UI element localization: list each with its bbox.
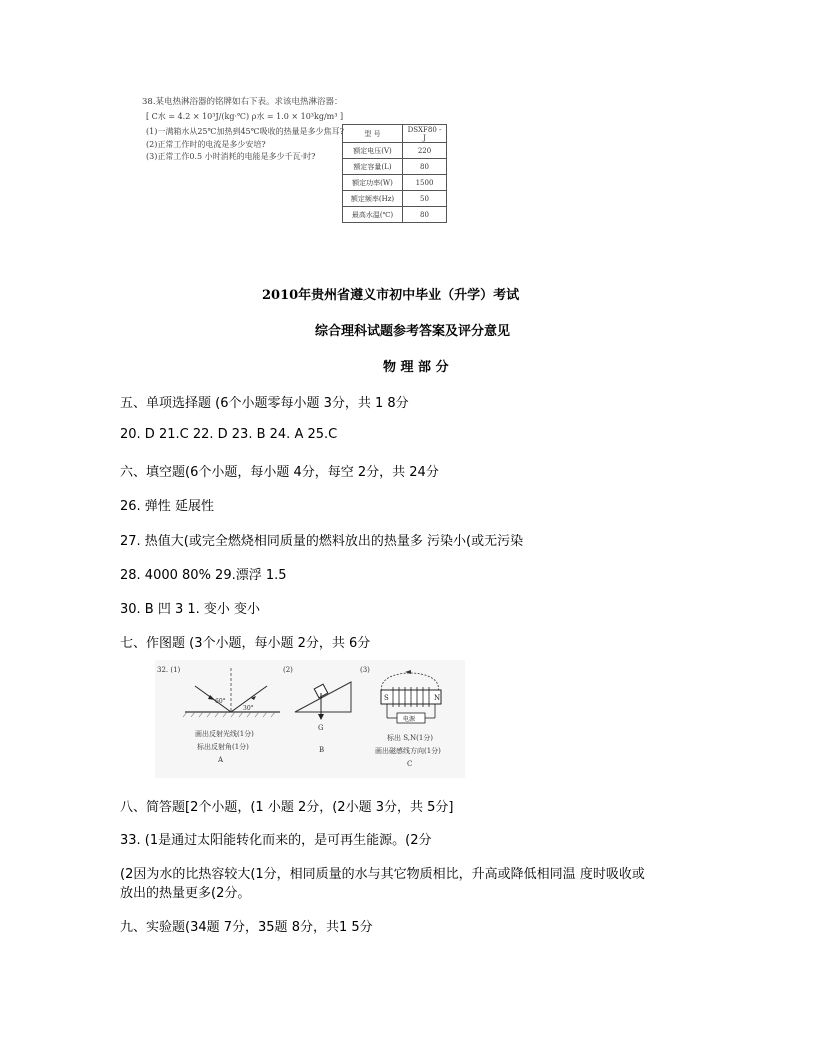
q38-sub3: (3)正常工作0.5 小时消耗的电能是多少千瓦·时? — [146, 152, 316, 161]
figure-note: 标出反射角(1分) — [197, 743, 249, 751]
spec-label: 型 号 — [343, 125, 403, 143]
figure-note: 画出磁感线方向(1分) — [375, 747, 441, 755]
document-subtitle: 综合理科试题参考答案及评分意见 — [315, 324, 511, 339]
figure-label: 32. (1) — [157, 666, 181, 674]
q38-constants: [ C水 = 4.2 × 10³J/(kg·℃) ρ水 = 1.0 × 10³kg/m³ ] — [146, 112, 344, 121]
power-source-label: 电源 — [403, 716, 416, 723]
spec-row — [343, 143, 447, 159]
figure-32 — [155, 660, 465, 778]
spec-row — [343, 191, 447, 207]
spec-table — [342, 124, 447, 223]
reflection-diagram — [183, 668, 280, 764]
q38-stem: 38.某电热淋浴器的铭牌如右下表。求该电热淋浴器： — [142, 97, 343, 107]
question-38-scan — [142, 92, 462, 232]
figure-tag: A — [218, 756, 224, 764]
angle-label: 60° — [215, 698, 226, 705]
q38-sub2: (2)正常工作时的电流是多少安培? — [146, 140, 266, 149]
spec-label: 最高水温(℃) — [343, 207, 403, 223]
figure-note: 标出 S,N(1分) — [387, 734, 434, 742]
q38-sub1: (1)一满箱水从25℃加热到45℃吸收的热量是多少焦耳? — [146, 127, 344, 136]
section-8-heading: 八、简答题[2个小题，(1 小题 2分，(2小题 3分，共 5分] — [120, 800, 454, 815]
answer-line: 30. B 凹 3 1. 变小 变小 — [120, 602, 261, 617]
spec-value: 1500 — [403, 175, 447, 191]
spec-label: 额定容量(L) — [343, 159, 403, 175]
spec-value: 50 — [403, 191, 447, 207]
spec-label: 额定电压(V) — [343, 143, 403, 159]
figure-label: (2) — [283, 666, 293, 674]
answer-line: 放出的热量更多(2分。 — [120, 886, 251, 901]
spec-value: 220 — [403, 143, 447, 159]
pole-label-south: S — [384, 694, 389, 702]
spec-value: DSXF80 - J — [403, 125, 447, 143]
section-9-heading: 九、实验题(34题 7分，35题 8分，共1 5分 — [120, 920, 373, 935]
answer-line: 27. 热值大(或完全燃烧相同质量的燃料放出的热量多 污染小(或无污染 — [120, 534, 524, 549]
document-title: 2010年贵州省遵义市初中毕业（升学）考试 — [262, 288, 520, 303]
gravity-label: G — [318, 724, 324, 732]
spec-label: 额定功率(W) — [343, 175, 403, 191]
spec-row — [343, 175, 447, 191]
spec-value: 80 — [403, 159, 447, 175]
figure-note: 画出反射光线(1分) — [195, 730, 254, 738]
spec-row — [343, 207, 447, 223]
pole-label-north: N — [434, 694, 441, 702]
answer-line: 20. D 21.C 22. D 23. B 24. A 25.C — [120, 427, 338, 442]
angle-label: 30° — [243, 705, 254, 712]
section-7-heading: 七、作图题 (3个小题，每小题 2分，共 6分 — [120, 636, 371, 651]
answer-line: 26. 弹性 延展性 — [120, 499, 214, 514]
figure-tag: B — [319, 746, 325, 754]
figure-label: (3) — [360, 666, 370, 674]
incline-diagram — [295, 682, 351, 754]
answer-line: 33. (1是通过太阳能转化而来的，是可再生能源。(2分 — [120, 833, 432, 848]
spec-row — [343, 125, 447, 143]
section-6-heading: 六、填空题(6个小题，每小题 4分，每空 2分，共 24分 — [120, 465, 439, 480]
spec-label: 额定频率(Hz) — [343, 191, 403, 207]
solenoid-diagram — [375, 670, 441, 768]
spec-value: 80 — [403, 207, 447, 223]
figure-32-drawing — [155, 660, 465, 778]
figure-tag: C — [407, 760, 413, 768]
section-heading: 物 理 部 分 — [383, 360, 449, 375]
spec-row — [343, 159, 447, 175]
answer-line: 28. 4000 80% 29.漂浮 1.5 — [120, 568, 287, 583]
answer-line: (2因为水的比热容较大(1分，相同质量的水与其它物质相比，升高或降低相同温 度时吸收或 — [120, 867, 645, 882]
section-5-heading: 五、单项选择题 (6个小题零每小题 3分，共 1 8分 — [120, 396, 409, 411]
